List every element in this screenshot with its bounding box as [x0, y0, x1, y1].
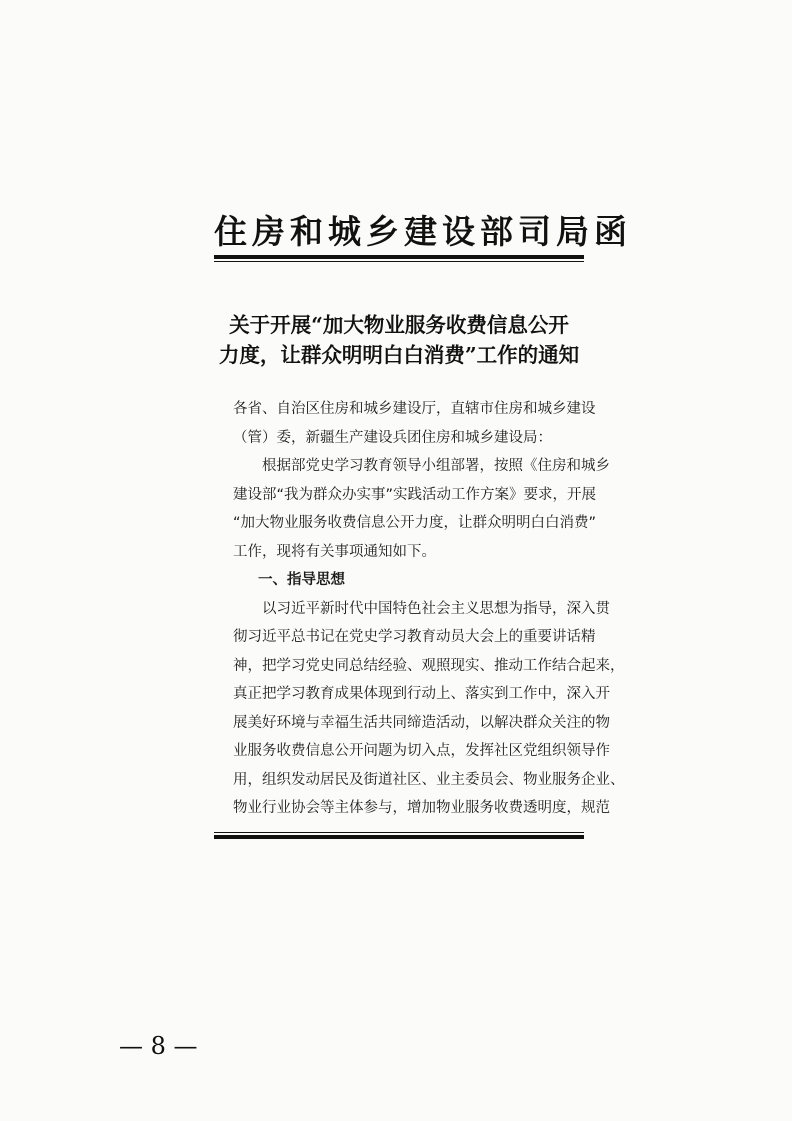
paragraph-line: 展美好环境与幸福生活共同缔造活动，以解决群众关注的物 — [233, 714, 610, 731]
document-body — [233, 395, 625, 823]
paragraph-line: 以习近平新时代中国特色社会主义思想为指导，深入贯 — [262, 600, 610, 617]
paragraph-line: 真正把学习教育成果体现到行动上、落实到工作中，深入开 — [233, 686, 610, 702]
letterhead-rule-top — [214, 255, 584, 262]
document-title-line-2: 力度，让群众明明白白消费”工作的通知 — [218, 343, 580, 367]
paragraph-line: 彻习近平总书记在党史学习教育动员大会上的重要讲话精 — [233, 629, 596, 645]
section-heading: 一、指导思想 — [258, 572, 345, 588]
document-title-line-1: 关于开展“加大物业服务收费信息公开 — [229, 313, 569, 337]
rule-thin — [214, 832, 584, 833]
paragraph-line: 业服务收费信息公开问题为切入点，发挥社区党组织领导作 — [233, 743, 610, 759]
page-number: — 8 — — [119, 1032, 198, 1060]
paragraph-line: “加大物业服务收费信息公开力度，让群众明明白白消费” — [233, 515, 597, 531]
paragraph-line: 物业行业协会等主体参与，增加物业服务收费透明度，规范 — [233, 800, 610, 816]
paragraph-line: 根据部党史学习教育领导小组部署，按照《住房和城乡 — [262, 458, 610, 474]
rule-thick — [214, 835, 584, 839]
footer-rule — [214, 832, 584, 839]
paragraph-line: 建设部“我为群众办实事”实践活动工作方案》要求，开展 — [233, 486, 597, 503]
document-title — [214, 310, 584, 370]
addressee-line: 各省、自治区住房和城乡建设厅，直辖市住房和城乡建设 — [233, 401, 596, 417]
letterhead-title: 住房和城乡建设部司局函 — [214, 212, 632, 251]
paragraph-line: 神，把学习党史同总结经验、观照现实、推动工作结合起来， — [233, 657, 625, 674]
paragraph-line: 用，组织发动居民及街道社区、业主委员会、物业服务企业、 — [233, 771, 625, 788]
rule-thick — [214, 255, 584, 259]
addressee-line: （管）委，新疆生产建设兵团住房和城乡建设局： — [233, 429, 552, 446]
rule-thin — [214, 261, 584, 262]
paragraph-line: 工作，现将有关事项通知如下。 — [233, 543, 436, 560]
